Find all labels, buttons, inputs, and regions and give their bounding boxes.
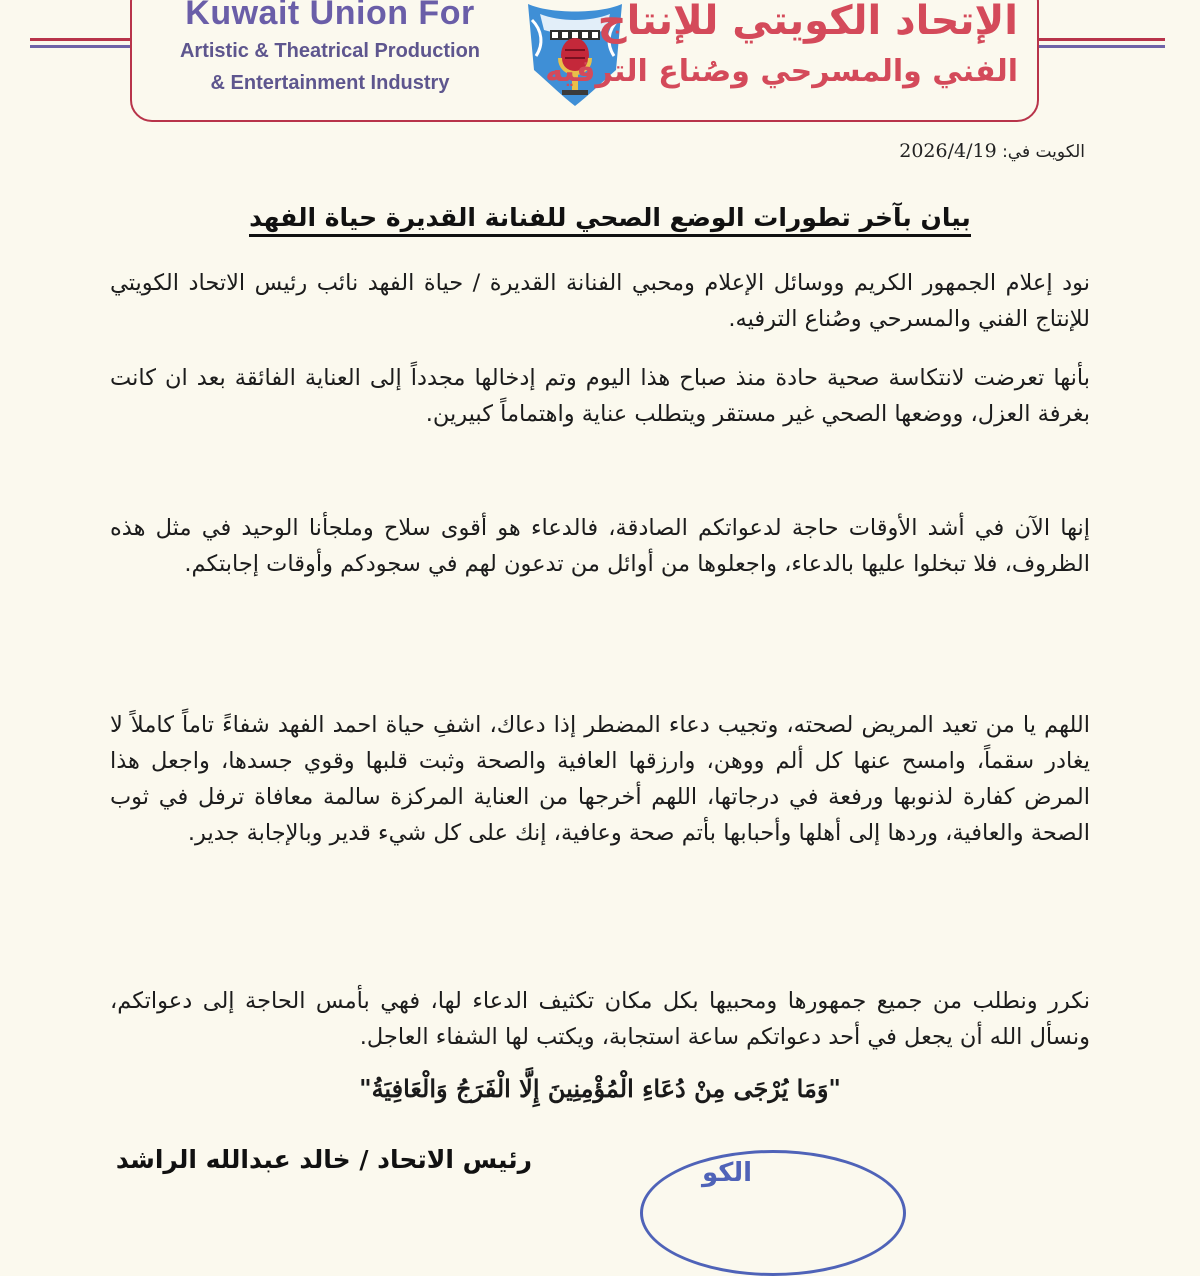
letter-title (0, 203, 1200, 232)
letter-date (899, 140, 1085, 162)
paragraph-1: نود إعلام الجمهور الكريم ووسائل الإعلام ومحبي الفنانة القديرة / حياة الفهد نائب رئيس الاتحاد الكويتي للإنتاج الفني والمسرحي وصُناع الترفيه. (110, 270, 1090, 332)
header-rule-red-right (1030, 38, 1165, 41)
header-rule-purple-right (1030, 45, 1165, 48)
official-stamp-text: الكو (702, 1158, 753, 1188)
paragraph-2: بأنها تعرضت لانتكاسة صحية حادة منذ صباح هذا اليوم وتم إدخالها مجدداً إلى العناية الفائقة بعد ان كانت بغرفة العزل، ووضعها الصحي غير مستقر ويتطلب عناية واهتماماً كبيرين. (110, 365, 1090, 427)
org-name-en-line1: Kuwait Union For (185, 0, 475, 32)
signature-line: رئيس الاتحاد / خالد عبدالله الراشد (115, 1145, 532, 1174)
org-name-ar-line2: الفني والمسرحي وصُناع الترفيه (545, 54, 1018, 89)
official-stamp (640, 1150, 906, 1276)
paragraph-3: إنها الآن في أشد الأوقات حاجة لدعواتكم الصادقة، فالدعاء هو أقوى سلاح وملجأنا الوحيد في مثل هذه الظروف، فلا تبخلوا عليها بالدعاء، واجعلوها من أوائل من تدعون لهم في سجودكم وأوقات إجابتكم. (110, 515, 1090, 577)
paragraph-4: اللهم يا من تعيد المريض لصحته، وتجيب دعاء المضطر إذا دعاك، اشفِ حياة احمد الفهد شفاءً تاماً كاملاً لا يغادر سقماً، وامسح عنها كل ألم ووهن، وارزقها العافية والصحة وثبت قلبها وقوي جسدها، واجعل هذا المرض كفارة لذنوبها ورفعة في درجاتها، اللهم أخرجها من العناية المركزة سالمة معافاة ترفل في ثوب الصحة والعافية، وردها إلى أهلها وأحبابها بأتم صحة وعافية، إنك على كل شيء قدير وبالإجابة جدير. (110, 712, 1090, 846)
org-name-en-line3: & Entertainment Industry (210, 72, 450, 94)
date-value: 2026/4/19 (899, 140, 997, 162)
org-name-en-line2: Artistic & Theatrical Production (179, 40, 481, 62)
letter-title-text: بيان بآخر تطورات الوضع الصحي للفنانة القديرة حياة الفهد (249, 203, 971, 237)
paragraph-5: نكرر ونطلب من جميع جمهورها ومحبيها بكل مكان تكثيف الدعاء لها، فهي بأمس الحاجة إلى دعواتكم، ونسأل الله أن يجعل في أحد دعواتكم ساعة استجابة، ويكتب لها الشفاء العاجل. (110, 988, 1090, 1050)
closing-verse: "وَمَا يُرْجَى مِنْ دُعَاءِ الْمُؤْمِنِينَ إِلَّا الْفَرَجُ وَالْعَافِيَةُ" (359, 1074, 841, 1103)
org-name-ar-line1: الإتحاد الكويتي للإنتاج (597, 0, 1018, 44)
header-rule-red-left (30, 38, 140, 41)
date-label: الكويت في: (1002, 142, 1085, 162)
header-rule-purple-left (30, 45, 140, 48)
